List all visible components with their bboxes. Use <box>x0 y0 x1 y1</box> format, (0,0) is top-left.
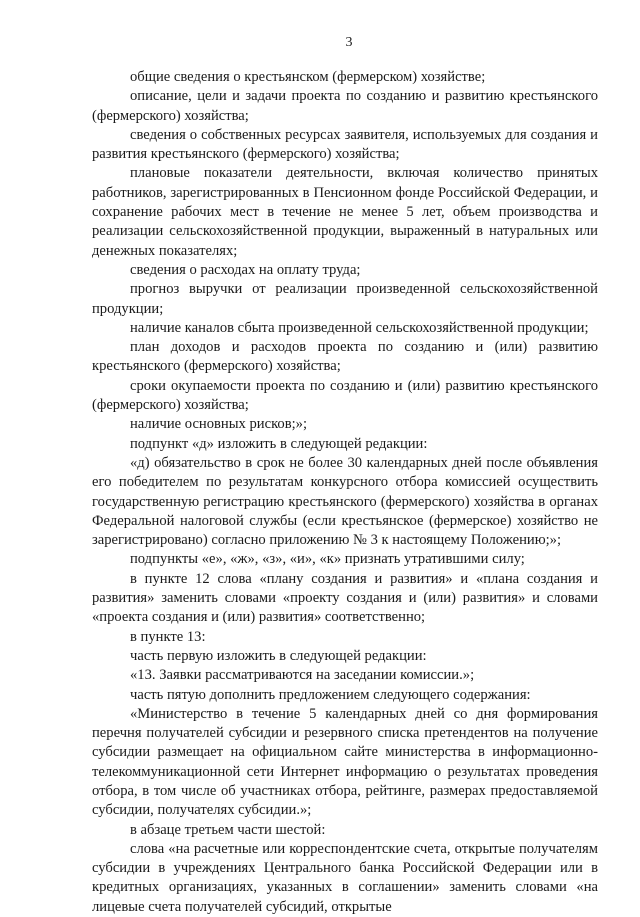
page-number: 3 <box>345 35 353 50</box>
paragraph-11: подпункт «д» изложить в следующей редакции: <box>130 435 428 452</box>
paragraph-15: в пункте 13: <box>130 628 206 645</box>
paragraph-16: часть первую изложить в следующей редакции: <box>130 647 427 664</box>
paragraph-19: «Министерство в течение 5 календарных дней со дня формирования перечня получателей субсидии и резервного списка претендентов на получение субсидии размещает на официальном сайте министерства в информационно-телекоммуникационной сети Интернет информацию о результатах проведения отбора, в том числе об участниках отбора, рейтинге, размерах предоставляемой субсидии, получателях субсидии.»; <box>92 705 598 819</box>
paragraph-8: план доходов и расходов проекта по созданию и (или) развитию крестьянского (фермерского) хозяйства; <box>92 339 598 375</box>
paragraph-5: сведения о расходах на оплату труда; <box>130 261 361 278</box>
document-page <box>92 34 598 917</box>
paragraph-17: «13. Заявки рассматриваются на заседании комиссии.»; <box>130 667 475 684</box>
paragraph-21: слова «на расчетные или корреспондентские счета, открытые получателям субсидии в учреждениях Центрального банка Российской Федерации или в кредитных организациях, указанных в соглашении» заменить словами «на лицевые счета получателей субсидий, открытые <box>92 840 598 915</box>
paragraph-20: в абзаце третьем части шестой: <box>130 821 326 838</box>
paragraph-9: сроки окупаемости проекта по созданию и (или) развитию крестьянского (фермерского) хозяйства; <box>92 377 598 414</box>
paragraph-6: прогноз выручки от реализации произведенной сельскохозяйственной продукции; <box>92 281 598 317</box>
paragraph-14: в пункте 12 слова «плану создания и развития» и «плана создания и развития» заменить словами «проекту создания и (или) развития» и словами «проекта создания и (или) развития» соответственно; <box>92 570 598 626</box>
paragraph-12: «д) обязательство в срок не более 30 календарных дней после объявления его победителем по результатам конкурсного отбора комиссией осуществить государственную регистрацию крестьянского (фермерского) хозяйства в органах Федеральной налоговой службы (если крестьянское (фермерское) хозяйство не зарегистрировано) согласно приложению № 3 к настоящему Положению;»; <box>92 454 598 549</box>
paragraph-13: подпункты «е», «ж», «з», «и», «к» признать утратившими силу; <box>130 551 525 568</box>
paragraph-2: описание, цели и задачи проекта по созданию и развитию крестьянского (фермерского) хозяйства; <box>92 88 598 124</box>
paragraph-10: наличие основных рисков;»; <box>130 416 308 433</box>
paragraph-3: сведения о собственных ресурсах заявителя, используемых для создания и развития крестьянского (фермерского) хозяйства; <box>92 126 598 163</box>
paragraph-1: общие сведения о крестьянском (фермерском) хозяйстве; <box>130 69 486 85</box>
document-body <box>92 68 598 917</box>
paragraph-4: плановые показатели деятельности, включая количество принятых работников, зарегистрированных в Пенсионном фонде Российской Федерации, и сохранение рабочих мест в течение не менее 5 лет, объем производства и реализации сельскохозяйственной продукции, выраженный в натуральных или денежных показателях; <box>92 165 598 259</box>
paragraph-7: наличие каналов сбыта произведенной сельскохозяйственной продукции; <box>130 319 589 336</box>
paragraph-18: часть пятую дополнить предложением следующего содержания: <box>130 686 531 703</box>
